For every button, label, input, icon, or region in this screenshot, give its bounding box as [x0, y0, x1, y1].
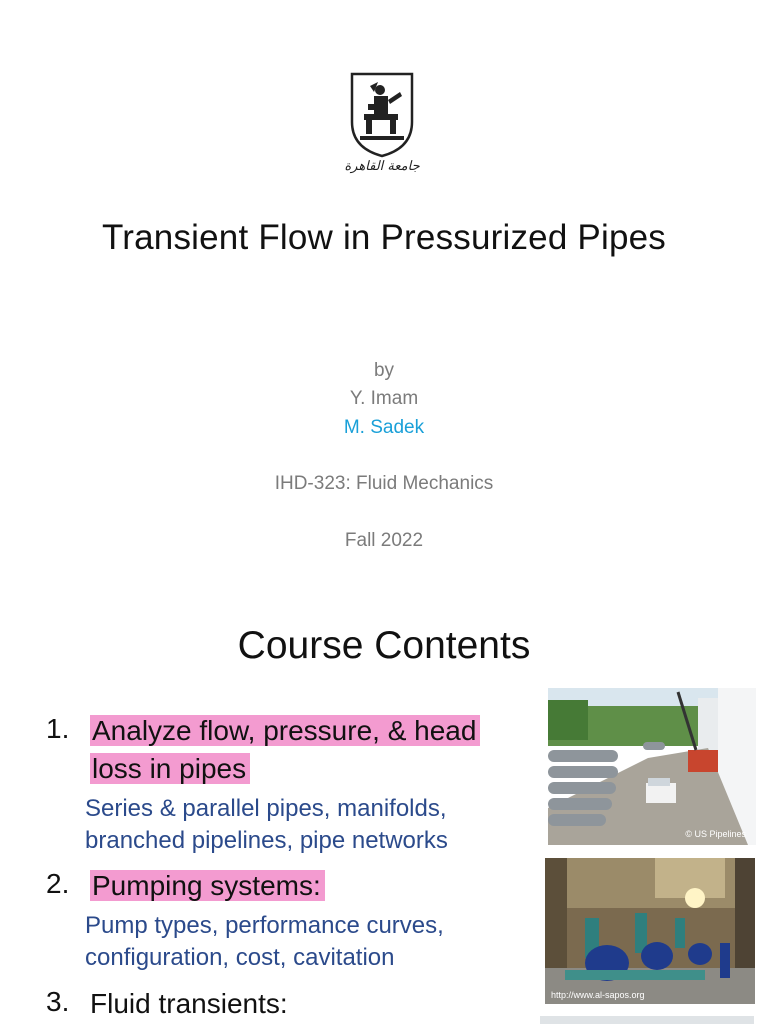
- third-photo: [540, 1016, 754, 1024]
- pipeline-photo: [548, 688, 756, 845]
- item-heading-line: Pumping systems:: [90, 870, 325, 901]
- university-logo: [344, 70, 420, 174]
- item-heading-line: loss in pipes: [90, 753, 250, 784]
- item-number: 3.: [46, 986, 70, 1017]
- item-number: 1.: [46, 713, 70, 744]
- term: Fall 2022: [344, 530, 424, 551]
- course-contents-slide: [0, 600, 768, 1024]
- course-name: IHD-323: Fluid Mechanics: [274, 473, 494, 494]
- item-detail: Series & parallel pipes, manifolds, branched pipelines, pipe networks: [85, 795, 448, 854]
- item-heading: Fluid transients:: [90, 988, 288, 1019]
- by-label: by: [373, 360, 395, 381]
- svg-text:جامعة القاهرة: جامعة القاهرة: [344, 159, 420, 174]
- photo-credit: http://www.al-sapos.org: [551, 990, 645, 1000]
- item-detail: Pump types, performance curves, configuration, cost, cavitation: [85, 912, 444, 971]
- item-number: 2.: [46, 868, 70, 899]
- presentation-title: Transient Flow in Pressurized Pipes: [102, 218, 666, 257]
- item-heading: [90, 712, 480, 788]
- photo-credit: © US Pipelines: [685, 829, 746, 839]
- author-1: Y. Imam: [349, 388, 419, 409]
- item-heading: [90, 867, 325, 905]
- author-2: M. Sadek: [343, 417, 425, 438]
- slide-title: Course Contents: [237, 624, 531, 667]
- item-heading-line: Analyze flow, pressure, & head: [90, 715, 480, 746]
- pump-station-photo: [545, 858, 755, 1004]
